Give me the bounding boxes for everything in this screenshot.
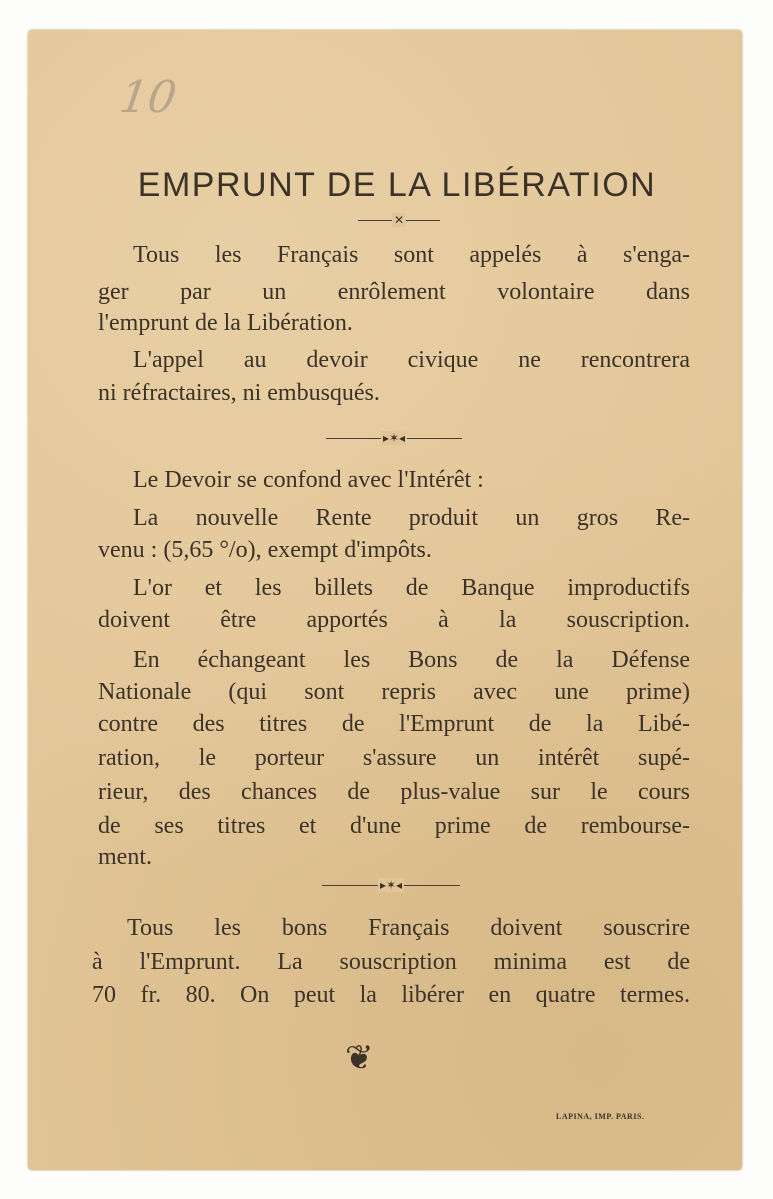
text-line: rieur, des chances de plus-value sur le cours (98, 779, 690, 805)
text-line: Tous les Français sont appelés à s'enga- (133, 242, 690, 268)
fleuron-ornament-icon: ❦ (345, 1038, 374, 1078)
text-line: En échangeant les Bons de la Défense (133, 647, 690, 673)
text-line: contre des titres de l'Emprunt de la Libé- (98, 711, 690, 737)
text-line: 70 fr. 80. On peut la libérer en quatre termes. (92, 982, 690, 1008)
text-line: La nouvelle Rente produit un gros Re- (133, 505, 690, 531)
text-line: ment. (98, 844, 152, 870)
divider: ▸✶◂ (326, 438, 462, 439)
text-line: doivent être apportés à la souscription. (98, 607, 690, 633)
page-title: EMPRUNT DE LA LIBÉRATION (137, 166, 657, 204)
divider: ✕ (358, 220, 440, 221)
text-line: ration, le porteur s'assure un intérêt supé- (98, 745, 690, 771)
text-line: à l'Emprunt. La souscription minima est de (92, 949, 690, 975)
handwritten-number: 10 (116, 72, 180, 123)
text-line: Tous les bons Français doivent souscrire (127, 915, 690, 941)
divider: ▸✶◂ (322, 885, 460, 886)
text-line: de ses titres et d'une prime de rembourse- (98, 813, 690, 839)
text-line: Le Devoir se confond avec l'Intérêt : (133, 467, 484, 493)
text-line: l'emprunt de la Libération. (98, 310, 353, 336)
text-line: ni réfractaires, ni embusqués. (98, 380, 380, 406)
text-line: ger par un enrôlement volontaire dans (98, 279, 690, 305)
text-line: Nationale (qui sont repris avec une prime) (98, 679, 690, 705)
text-line: L'appel au devoir civique ne rencontrera (133, 347, 690, 373)
text-line: venu : (5,65 °/o), exempt d'impôts. (98, 537, 432, 563)
printer-mark: LAPINA, IMP. PARIS. (556, 1112, 645, 1121)
text-line: L'or et les billets de Banque improductifs (133, 575, 690, 601)
